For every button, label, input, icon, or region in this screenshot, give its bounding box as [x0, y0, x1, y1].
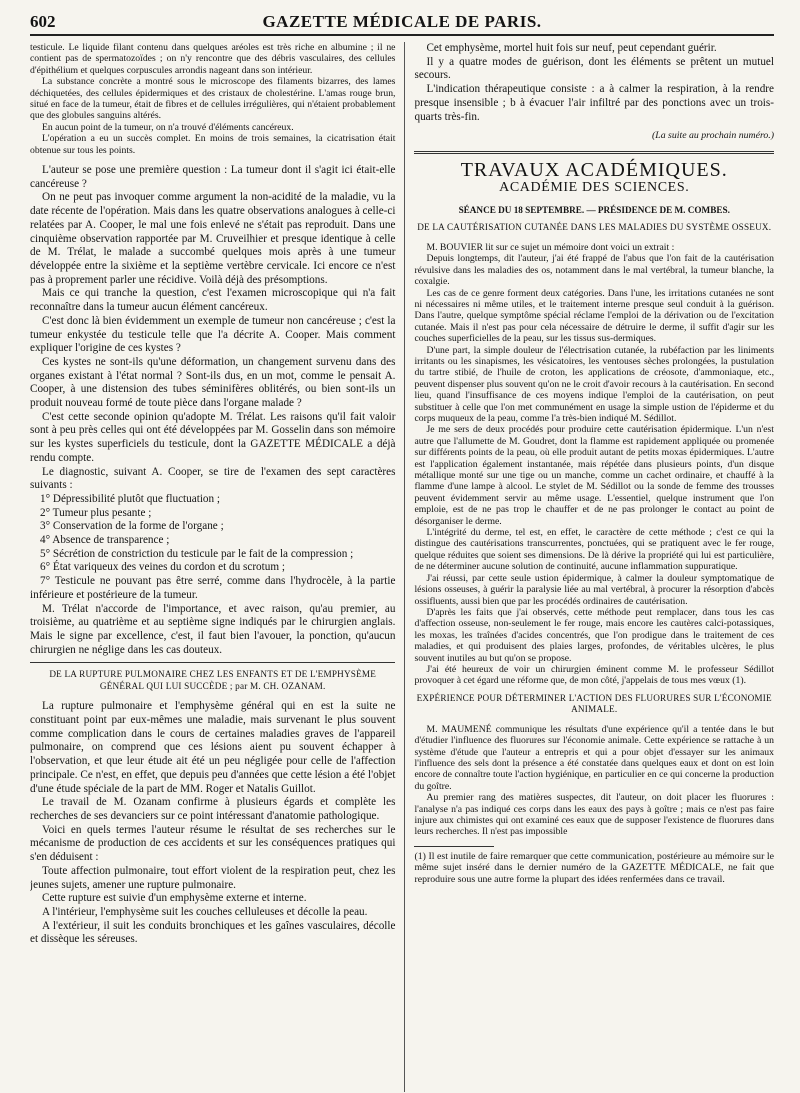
page-header	[30, 8, 774, 36]
paragraph: On ne peut pas invoquer comme argument la non-acidité de la maladie, vu la date récente de l'opération. Mais dans les quatre observations analogues à celle-ci relatées par A. Cooper, le mal une fois enlevé ne s'était pas reproduit. Dans une cinquième observation rapportée par M. Cruveilhier et presque identique à celle de M. Trélat, le malade a succombé quelques mois après à une tumeur développée entre la sixième et la septième vertèbre cervicale. Ici encore ce n'est pas à proprement parler une récidive. Voilà déjà des présomptions.	[30, 191, 396, 286]
paragraph: Depuis longtemps, dit l'auteur, j'ai été frappé de l'abus que l'on fait de la cautérisation révulsive dans les maladies des os, notamment dans le mal vertébral, la tumeur blanche, la coxalgie.	[414, 253, 774, 288]
article-title: EXPÉRIENCE POUR DÉTERMINER L'ACTION DES FLUORURES SUR L'ÉCONOMIE ANIMALE.	[416, 692, 772, 715]
paragraph: Ces kystes ne sont-ils qu'une déformation, un changement survenu dans des organes existant à l'état normal ? Sont-ils dus, en un mot, comme le pensait A. Cooper, à une distension des tubes séminifères oblitérés, ou bien sont-ils un produit nouveau formé de toute pièce dans l'organe malade ?	[30, 355, 396, 410]
running-title: GAZETTE MÉDICALE DE PARIS.	[262, 12, 542, 31]
list-item: 3° Conservation de la forme de l'organe ;	[40, 520, 224, 533]
paragraph: testicule. Le liquide filant contenu dans quelques aréoles est très riche en albumine ; il ne contient pas de spermatozoïdes ; on n'y rencontre que des débris vasculaires, des cellules d'épithélium et quelques corpuscules arrondis nageant dans son intérieur.	[30, 42, 396, 76]
list-item: 6° État variqueux des veines du cordon et du scrotum ;	[40, 561, 285, 574]
subsection-heading: ACADÉMIE DES SCIENCES.	[499, 179, 690, 195]
article-title: DE LA CAUTÉRISATION CUTANÉE DANS LES MALADIES DU SYSTÈME OSSEUX.	[417, 222, 772, 233]
list-item: 2° Tumeur plus pesante ;	[40, 506, 152, 519]
section-title: DE LA RUPTURE PULMONAIRE CHEZ LES ENFANTS ET DE L'EMPHYSÈME GÉNÉRAL QUI LUI SUCCÈDE ; par M. CH. OZANAM.	[49, 669, 377, 691]
rupture-block	[30, 700, 395, 947]
page-number: 602	[30, 12, 56, 31]
list-item: 1° Dépressibilité plutôt que fluctuation ;	[40, 492, 221, 505]
paragraph: J'ai été heureux de voir un chirurgien éminent comme M. le professeur Sédillot provoquer à cet égard une réforme que, de mon côté, j'appelais de tous mes vœux (1).	[414, 663, 774, 687]
section-divider	[414, 151, 774, 154]
paragraph: Les cas de ce genre forment deux catégories. Dans l'une, les irritations cutanées ne sont ni nécessaires ni même utiles, et le traitement interne presque seul conduit à la guérison. Dans l'autre, quelque symptôme spécial réclame l'emploi de la dérivation ou de l'excitation cutanée. Mais il n'est pas pour cela nécessaire de détruire le derme, il suffit d'agir sur les couches superficielles de la peau, sur les tissus sus-dermiques.	[414, 287, 774, 345]
cauterisation-block	[414, 242, 774, 687]
emphyseme-end-block	[414, 42, 774, 124]
paragraph: La substance concrète a montré sous le microscope des filaments bizarres, des lames déchiquetées, des cellules épidermiques et des cristaux de cholestérine. L'amas rouge brun, situé en face de la tumeur, était de fibres et de cellules irrégulières, qui n'étaient probablement que des globules sanguins altérés.	[30, 76, 396, 122]
paragraph: Voici en quels termes l'auteur résume le résultat de ses recherches sur le mécanisme de production de ces accidents et sur les conséquences pratiques qui s'en déduisent :	[30, 823, 396, 864]
paragraph: C'est cette seconde opinion qu'adopte M. Trélat. Les raisons qu'il fait valoir sont à peu près celles qui ont été développées par M. Gosselin dans son mémoire sur les kystes superficiels du testicule, dont la GAZETTE MÉDICALE a déjà rendu compte.	[30, 410, 396, 464]
paragraph: A l'extérieur, il suit les conduits bronchiques et les gaînes vasculaires, décolle et dissèque les séreuses.	[30, 919, 396, 946]
paragraph: Il y a quatre modes de guérison, dont les éléments se prêtent un mutuel secours.	[414, 55, 774, 82]
paragraph: Cette rupture est suivie d'un emphysème externe et interne.	[42, 892, 307, 905]
paragraph: J'ai réussi, par cette seule ustion épidermique, à calmer la douleur symptomatique de lésions osseuses, à guérir la paralysie liée au mal vertébral, à procurer la résorption d'abcès ossifluents, aussi bien que par les procédés ordinaires de cautérisation.	[414, 572, 774, 607]
paragraph: Toute affection pulmonaire, tout effort violent de la respiration peut, chez les jeunes sujets, amener une rupture pulmonaire.	[30, 864, 396, 891]
paragraph: C'est donc là bien évidemment un exemple de tumeur non cancéreuse ; c'est la tumeur enkystée du testicule telle que l'a décrite A. Cooper. Mais comment expliquer l'origine de ces kystes ?	[30, 314, 396, 355]
right-column	[405, 42, 774, 1092]
columns	[30, 42, 774, 1092]
paragraph: L'indication thérapeutique consiste : a à calmer la respiration, à la rendre presque insensible ; b à évacuer l'air infiltré par des ponctions avec un trois-quarts très-fin.	[414, 83, 774, 123]
paragraph: M. BOUVIER lit sur ce sujet un mémoire dont voici un extrait :	[426, 241, 675, 253]
list-item: 7° Testicule ne pouvant pas être serré, comme dans l'hydrocèle, à la partie inférieure et postérieure de la tumeur.	[30, 575, 396, 601]
paragraph: M. MAUMENÉ communique les résultats d'une expérience qu'il a tentée dans le but d'étudier l'influence des fluorures sur l'économie animale. Cette expérience se rattache à un système d'étude que l'auteur a entrepris et qui a pour objet d'essayer sur les animaux l'influence des sels dont la présence a été constatée dans quelques eaux et dont on est loin encore de connaître toute l'action hygiénique, en particulier en ce qui concerne la production du goître.	[414, 723, 774, 792]
paragraph: M. Trélat n'accorde de l'importance, et avec raison, qu'au premier, au troisième, au quatrième et au septième signe indiqués par le chirurgien anglais. Mais le signe par excellence, c'est, il faut bien l'avouer, la ponction, qu'aucun chirurgien ne néglige dans les cas douteux.	[30, 602, 396, 656]
paragraph: Le travail de M. Ozanam confirme à plusieurs égards et complète les recherches de ses devanciers sur ce point intéressant d'anatomie pathologique.	[30, 796, 396, 822]
fluorures-block	[414, 724, 774, 838]
section-heading: TRAVAUX ACADÉMIQUES.	[460, 158, 728, 181]
left-column	[30, 42, 405, 1092]
footnote-divider	[414, 846, 494, 847]
discussion-block	[30, 164, 395, 657]
observation-block	[30, 42, 395, 156]
section-divider	[30, 662, 395, 663]
session-line: SÉANCE DU 18 SEPTEMBRE. — PRÉSIDENCE DE M. COMBES.	[458, 205, 730, 216]
paragraph: L'auteur se pose une première question : La tumeur dont il s'agit ici était-elle cancéreuse ?	[30, 164, 396, 190]
paragraph: D'une part, la simple douleur de l'électrisation cutanée, la rubéfaction par les liniments irritants ou les sinapismes, les vésicatoires, les ventouses sèches prolongées, la pustulation du tartre stibié, de l'huile de croton, les applications de créosote, d'ammoniaque, etc., peuvent dispenser plus souvent qu'on ne le croit d'avoir recours à la cautérisation. En second lieu, quand l'insuffisance de ces moyens indique l'emploi de la cautérisation, on peut substituer à celle que l'on met communément en usage la simple ustion de l'épiderme et du corps muqueux de la peau, comme l'a très-bien indiqué M. Sédillot.	[414, 344, 774, 424]
paragraph: En aucun point de la tumeur, on n'a trouvé d'éléments cancéreux.	[42, 121, 294, 133]
list-item: 4° Absence de transparence ;	[40, 534, 170, 547]
footnote: (1) Il est inutile de faire remarquer que cette communication, postérieure au mémoire sur le même sujet inséré dans le dernier numéro de la GAZETTE MÉDICALE, ne fait que reproduire sous une autre forme la plupart des idées renfermées dans ce travail.	[414, 850, 774, 885]
paragraph: Cet emphysème, mortel huit fois sur neuf, peut cependant guérir.	[426, 42, 717, 54]
list-item: 5° Sécrétion de constriction du testicule par le fait de la compression ;	[40, 547, 354, 560]
continuation-note: (La suite au prochain numéro.)	[652, 130, 774, 142]
paragraph: L'intégrité du derme, tel est, en effet, le caractère de cette méthode ; c'est ce qui la distingue des cautérisations transcurrentes, ponctuées, qui se pratiquent avec le fer rouge, quelque réduites que soient ses dimensions. De là dérive la propriété qui lui est particulière, de ne déterminer aucune solution de continuité, aucune inflammation suppuratique.	[414, 527, 774, 573]
paragraph: D'après les faits que j'ai observés, cette méthode peut remplacer, dans tous les cas d'affection osseuse, non-seulement le fer rouge, mais encore les cautères calci-potassiques, les moxas, les traînées d'acides concentrés, que l'on prodigue dans le traitement de ces maladies, et qui produisent des plaies larges, profondes, de véritables ulcères, le plus souvent inutiles au but qu'on se propose.	[414, 606, 774, 664]
paragraph: Je me sers de deux procédés pour produire cette cautérisation épidermique. L'un n'est autre que l'allumette de M. Goudret, dont la flamme est rapidement appliquée ou promenée sur différents points de la peau, où elle produit autant de petits moxas épidermiques. L'autre est l'application également instantanée, mais répétée dans plusieurs points, d'un disque métallique monté sur une tige ou un manche, comme un cachet ordinaire, et chauffé à la flamme d'une lampe à alcool. Le stylet de M. Sédillot ou la sonde de femme des trousses peuvent évidemment servir au même usage. L'essentiel, quelque instrument que l'on emploie, est de ne pas trop le chauffer et de ne pas prolonger le contact au point de désorganiser le derme.	[414, 424, 774, 527]
paragraph: A l'intérieur, l'emphysème suit les couches celluleuses et décolle la peau.	[42, 905, 368, 918]
paragraph: L'opération a eu un succès complet. En moins de trois semaines, la cicatrisation était obtenue sur tous les points.	[30, 133, 396, 156]
paragraph: La rupture pulmonaire et l'emphysème général qui en est la suite ne constituant point par eux-mêmes une maladie, mais survenant le plus souvent comme complication dans le cours de certaines maladies graves de l'appareil pulmonaire, on comprend que ces lésions aient pu souvent échapper à l'observation, et que leur étude ait été un peu négligée pour celle de l'affection principale. Ce n'est, en effet, que depuis peu d'années que cette lésion a été l'objet d'une étude spéciale de la part de MM. Roger et Natalis Guillot.	[30, 700, 396, 795]
paragraph: Le diagnostic, suivant A. Cooper, se tire de l'examen des sept caractères suivants :	[30, 465, 396, 492]
paragraph: Au premier rang des matières suspectes, dit l'auteur, on doit placer les fluorures : l'analyse n'a pas indiqué ces corps dans les eaux des pays à goître ; mais ce n'est pas faire injure aux chimistes qui ont examiné ces eaux que de supposer l'existence de fluorures dans leurs recherches. Il n'est pas impossible	[414, 792, 774, 838]
paragraph: Mais ce qui tranche la question, c'est l'examen microscopique qui n'a fait reconnaître dans la tumeur aucun élément cancéreux.	[30, 287, 396, 314]
